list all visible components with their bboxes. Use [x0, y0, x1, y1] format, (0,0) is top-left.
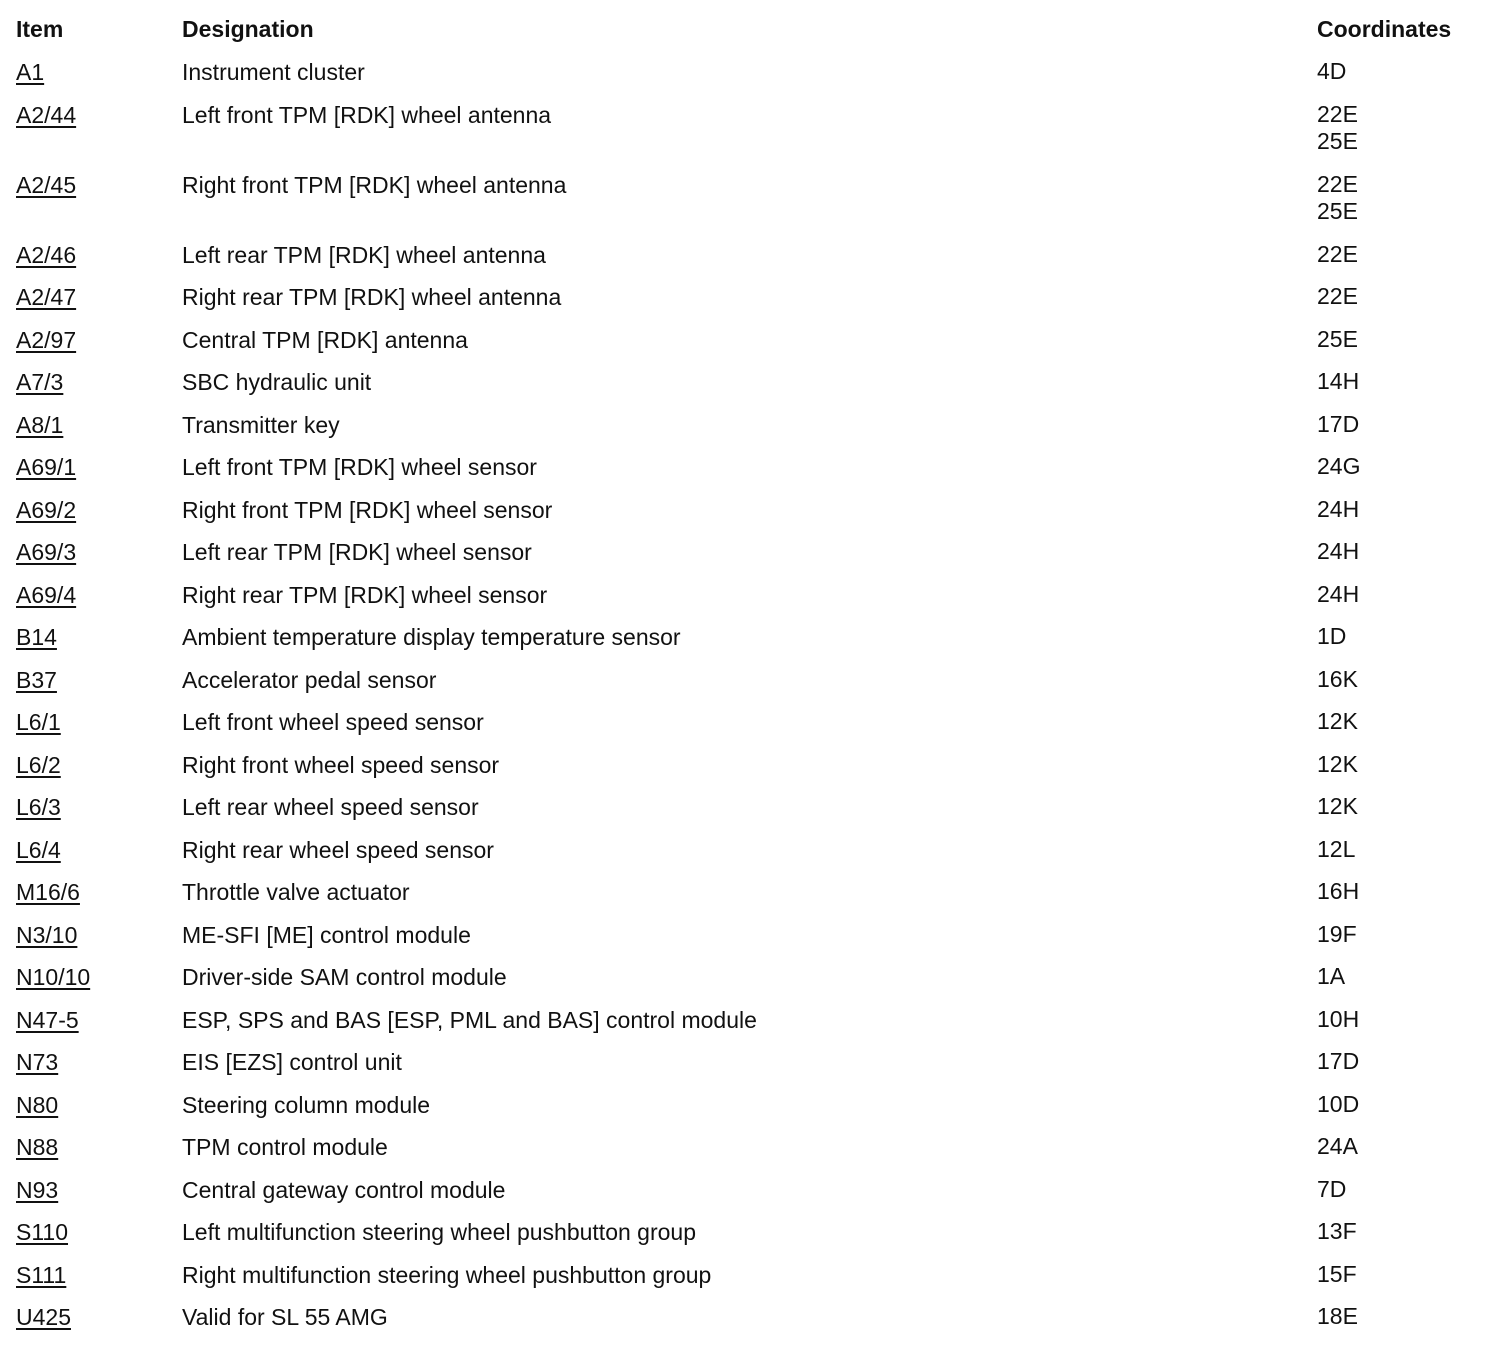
coordinate-value: 17D: [1317, 410, 1360, 437]
coordinates-cell: [1317, 878, 1359, 905]
coordinates-cell: [1317, 411, 1359, 438]
header-item: Item: [16, 16, 64, 42]
designation-text: TPM control module: [182, 1134, 388, 1160]
coordinates-cell: [1317, 368, 1359, 395]
coordinate-value: 19F: [1317, 920, 1357, 947]
coordinates-cell: [1317, 1303, 1358, 1330]
item-link[interactable]: A2/46: [16, 241, 77, 268]
coordinate-value: 10H: [1317, 1005, 1360, 1032]
coordinates-cell: [1317, 1048, 1359, 1075]
table-row: [0, 1261, 1504, 1304]
designation-text: Right rear TPM [RDK] wheel antenna: [182, 284, 562, 310]
coordinates-cell: [1317, 708, 1358, 735]
item-link[interactable]: N3/10: [16, 921, 78, 948]
table-header: [0, 16, 1504, 46]
table-row: [0, 708, 1504, 751]
designation-text: Left front TPM [RDK] wheel antenna: [182, 101, 552, 128]
coordinate-value: 14H: [1317, 368, 1360, 394]
table-row: [0, 963, 1504, 1006]
table-body: [0, 58, 1504, 1346]
table-row: [0, 1048, 1504, 1091]
table-row: [0, 496, 1504, 539]
table-row: [0, 453, 1504, 496]
table-row: [0, 836, 1504, 879]
designation-text: Ambient temperature display temperature sensor: [182, 624, 681, 650]
item-link[interactable]: A8/1: [16, 411, 64, 438]
coordinate-value: 16K: [1317, 665, 1358, 692]
item-link[interactable]: S111: [16, 1261, 67, 1288]
coordinates-cell: [1317, 963, 1345, 990]
table-row: [0, 58, 1504, 101]
table-row: [0, 326, 1504, 369]
coordinate-value: 25E: [1317, 325, 1358, 352]
coordinate-value: 13F: [1317, 1218, 1357, 1244]
coordinate-value: 24H: [1317, 495, 1360, 522]
coordinate-value: 1D: [1317, 623, 1347, 649]
coordinates-cell: [1317, 1006, 1359, 1033]
designation-text: Accelerator pedal sensor: [182, 666, 437, 693]
coordinate-value: 12K: [1317, 793, 1358, 819]
coordinate-value: 22E: [1317, 170, 1358, 197]
table-row: [0, 101, 1504, 171]
coordinates-cell: [1317, 581, 1359, 608]
coordinate-value: 16H: [1317, 878, 1360, 904]
table-row: [0, 921, 1504, 964]
coordinates-cell: [1317, 538, 1359, 565]
coordinate-value: 12K: [1317, 750, 1358, 777]
designation-text: Driver-side SAM control module: [182, 964, 507, 990]
item-link[interactable]: N10/10: [16, 964, 91, 990]
designation-text: Central TPM [RDK] antenna: [182, 326, 468, 353]
designation-text: SBC hydraulic unit: [182, 369, 372, 395]
coordinates-cell: [1317, 1091, 1359, 1118]
table-row: [0, 1091, 1504, 1134]
item-link[interactable]: A69/3: [16, 539, 77, 565]
coordinate-value: 22E: [1317, 240, 1358, 267]
table-row: [0, 538, 1504, 581]
coordinates-cell: [1317, 921, 1357, 948]
coordinates-cell: [1317, 453, 1360, 480]
coordinates-cell: [1317, 58, 1346, 85]
coordinates-cell: [1317, 1133, 1358, 1160]
item-link[interactable]: A2/45: [16, 171, 77, 198]
item-link[interactable]: N80: [16, 1091, 59, 1118]
coordinate-value: 4D: [1317, 58, 1347, 84]
table-row: [0, 241, 1504, 284]
table-row: [0, 1303, 1504, 1346]
table-row: [0, 1176, 1504, 1219]
designation-text: Throttle valve actuator: [182, 879, 410, 905]
item-link[interactable]: A69/2: [16, 496, 77, 523]
coordinate-value: 24A: [1317, 1133, 1358, 1159]
item-link[interactable]: L6/1: [16, 709, 61, 735]
item-link[interactable]: L6/2: [16, 751, 61, 778]
item-link[interactable]: A69/4: [16, 581, 77, 608]
designation-text: ME-SFI [ME] control module: [182, 921, 471, 948]
table-row: [0, 368, 1504, 411]
coordinates-cell: [1317, 1218, 1357, 1245]
table-row: [0, 793, 1504, 836]
designation-text: Right multifunction steering wheel pushbutton group: [182, 1261, 712, 1288]
coordinates-cell: [1317, 171, 1358, 225]
item-link[interactable]: N73: [16, 1049, 59, 1075]
table-row: [0, 1006, 1504, 1049]
coordinate-value: 24H: [1317, 538, 1360, 564]
item-link[interactable]: B37: [16, 666, 57, 693]
coordinate-value: 24G: [1317, 453, 1361, 479]
table-row: [0, 581, 1504, 624]
designation-text: Valid for SL 55 AMG: [182, 1304, 388, 1330]
table-row: [0, 878, 1504, 921]
designation-text: ESP, SPS and BAS [ESP, PML and BAS] control module: [182, 1006, 757, 1033]
designation-text: Right rear wheel speed sensor: [182, 836, 494, 863]
item-link[interactable]: N88: [16, 1134, 59, 1160]
designation-text: Left front wheel speed sensor: [182, 709, 484, 735]
designation-text: Steering column module: [182, 1091, 431, 1118]
coordinate-value: 25E: [1317, 127, 1358, 154]
coordinates-cell: [1317, 623, 1346, 650]
item-link[interactable]: A2/44: [16, 101, 77, 128]
designation-text: Right rear TPM [RDK] wheel sensor: [182, 581, 548, 608]
item-link[interactable]: A2/47: [16, 284, 77, 310]
designation-text: Transmitter key: [182, 411, 340, 438]
designation-text: Left front TPM [RDK] wheel sensor: [182, 454, 537, 480]
coordinates-cell: [1317, 241, 1358, 268]
table-row: [0, 751, 1504, 794]
table-row: [0, 1218, 1504, 1261]
item-link[interactable]: M16/6: [16, 879, 80, 905]
designation-text: Right front TPM [RDK] wheel sensor: [182, 496, 553, 523]
item-link[interactable]: U425: [16, 1304, 71, 1330]
coordinates-cell: [1317, 326, 1358, 353]
item-link[interactable]: A1: [16, 59, 45, 85]
designation-text: Right front TPM [RDK] wheel antenna: [182, 171, 567, 198]
coordinate-value: 1A: [1317, 963, 1346, 989]
coordinates-cell: [1317, 751, 1358, 778]
coordinate-value: 12K: [1317, 708, 1358, 734]
coordinate-value: 25E: [1317, 197, 1358, 224]
table-row: [0, 171, 1504, 241]
designation-text: Left rear TPM [RDK] wheel sensor: [182, 539, 532, 565]
item-link[interactable]: A7/3: [16, 369, 64, 395]
coordinates-cell: [1317, 1176, 1346, 1203]
table-row: [0, 411, 1504, 454]
coordinates-cell: [1317, 836, 1355, 863]
designation-text: Left rear wheel speed sensor: [182, 794, 479, 820]
item-link[interactable]: A69/1: [16, 454, 77, 480]
item-link[interactable]: L6/3: [16, 794, 61, 820]
header-coordinates: Coordinates: [1317, 16, 1452, 42]
designation-text: Instrument cluster: [182, 59, 365, 85]
table-row: [0, 283, 1504, 326]
coordinates-cell: [1317, 1261, 1357, 1288]
coordinate-value: 22E: [1317, 283, 1358, 309]
coordinates-cell: [1317, 283, 1358, 310]
coordinate-value: 12L: [1317, 835, 1356, 862]
designation-text: Central gateway control module: [182, 1176, 506, 1203]
coordinates-cell: [1317, 666, 1358, 693]
item-link[interactable]: N47-5: [16, 1006, 79, 1033]
designation-text: EIS [EZS] control unit: [182, 1049, 402, 1075]
item-link[interactable]: A2/97: [16, 326, 77, 353]
coordinate-value: 18E: [1317, 1303, 1358, 1329]
coordinate-value: 15F: [1317, 1260, 1357, 1287]
coordinates-cell: [1317, 793, 1358, 820]
item-link[interactable]: L6/4: [16, 836, 61, 863]
coordinates-cell: [1317, 101, 1358, 155]
item-link[interactable]: B14: [16, 624, 57, 650]
coordinate-value: 22E: [1317, 100, 1358, 127]
table-row: [0, 666, 1504, 709]
designation-text: Left rear TPM [RDK] wheel antenna: [182, 241, 546, 268]
coordinates-cell: [1317, 496, 1359, 523]
coordinate-value: 24H: [1317, 580, 1360, 607]
header-designation: Designation: [182, 16, 314, 42]
designation-text: Right front wheel speed sensor: [182, 751, 500, 778]
table-row: [0, 1133, 1504, 1176]
coordinate-value: 10D: [1317, 1090, 1360, 1117]
table-row: [0, 623, 1504, 666]
designation-text: Left multifunction steering wheel pushbutton group: [182, 1219, 696, 1245]
item-link[interactable]: N93: [16, 1176, 59, 1203]
coordinate-value: 17D: [1317, 1048, 1360, 1074]
item-link[interactable]: S110: [16, 1219, 69, 1245]
coordinate-value: 7D: [1317, 1175, 1347, 1202]
